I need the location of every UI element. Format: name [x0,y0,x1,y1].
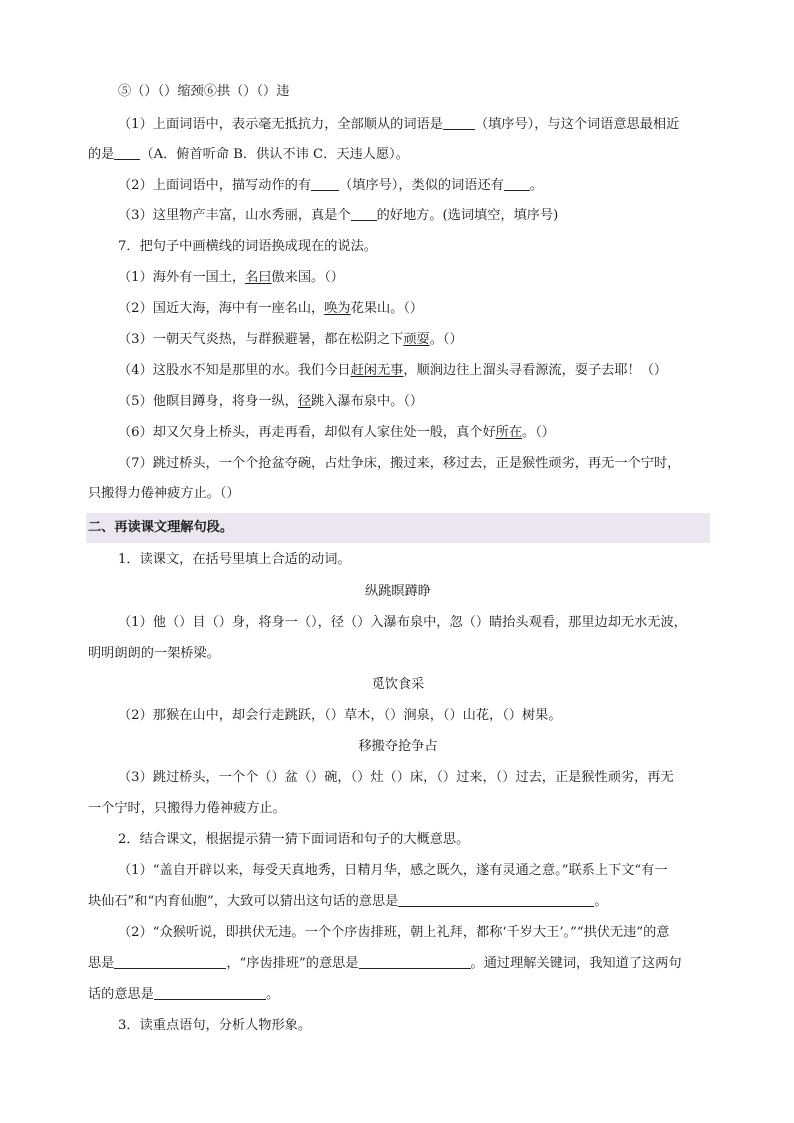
part-1-title: 1．读课文，在括号里填上合适的动词。 [118,552,351,567]
answer-blank[interactable] [154,985,266,1000]
part-2-q1: （1）“盖自开辟以来，每受天真地秀，日精月华，感之既久，遂有灵通之意。”联系上下文“有一 [118,863,668,878]
answer-blank[interactable] [443,115,475,130]
item-7-sentence-7: （7）跳过桥头，一个个抢盆夺碗，占灶争床，搬过来，移过去，正是猴性顽劣，再无一个宁时， [118,456,681,471]
part-1-sentence-2: （2）那猴在山中，却会行走跳跃，（）草木，（）涧泉，（）山花，（）树果。 [118,708,562,723]
answer-blank[interactable] [351,206,377,221]
answer-blank[interactable] [114,145,140,160]
answer-blank[interactable] [311,176,339,191]
word-bank-2: 觅饮食采 [371,677,425,692]
part-1-sentence-1: （1）他（）目（）身，将身一（），径（）入瀑布泉中，忽（）睛抬头观看，那里边却无水无波， [118,615,687,630]
section-title: 二、再读课文理解句段。 [88,520,234,535]
item-7-sentence-2: （2）国近大海，海中有一座名山，唤为花果山。（） [118,301,424,316]
section-header-bar [86,513,710,543]
item-7-title: 7．把句子中画横线的词语换成现在的说法。 [118,239,377,254]
word-bank-3: 移搬夺抢争占 [358,739,438,754]
part-1-sentence-3-cont: 一个宁时，只搬得力倦神疲方止。 [88,801,286,816]
answer-blank[interactable] [359,954,471,969]
part-2-title: 2．结合课文，根据提示猜一猜下面词语和句子的大概意思。 [118,832,470,847]
item-7-sentence-4: （4）这股水不知是那里的水。我们今日赶闲无事，顺涧边往上溜头寻看源流，耍子去耶！（） [118,363,668,378]
part-1-sentence-1-cont: 明明朗朗的一架桥梁。 [88,646,220,661]
item-7-sentence-7-cont: 只搬得力倦神疲方止。（） [88,486,240,501]
question-3-line: （3）这里物产丰富，山水秀丽，真是个 的好地方。(选词填空，填序号) [118,208,559,223]
part-2-q2-cont-2: 话的意思是 。 [88,987,280,1002]
item-7-sentence-1: （1）海外有一国土，名曰傲来国。（） [118,270,344,285]
part-2-q2-cont: 思是 ，“序齿排班”的意思是 。通过理解关键词，我知道了这两句 [88,956,682,971]
question-2-line: （2）上面词语中，描写动作的有 （填序号），类似的词语还有 。 [118,178,544,193]
question-1-line: （1）上面词语中，表示毫无抵抗力，全部顺从的词语是 （填序号），与这个词语意思最相近 [118,117,680,132]
item-7-sentence-5: （5）他瞑目蹲身，将身一纵，径跳入瀑布泉中。（） [118,394,424,409]
item-7-sentence-6: （6）却又欠身上桥头，再走再看，却似有人家住处一般，真个好所在。（） [118,425,555,440]
word-bank-1: 纵跳瞑蹲睁 [365,584,431,599]
answer-blank[interactable] [398,892,594,907]
part-3-title: 3．读重点语句，分析人物形象。 [118,1018,312,1033]
part-1-sentence-3: （3）跳过桥头，一个个（）盆（）碗，（）灶（）床，（）过来，（）过去，正是猴性顽劣，再无 [118,770,674,785]
item-7-sentence-3: （3）一朝天气炎热，与群猴避暑，都在松阴之下顽耍。（） [118,332,463,347]
answer-blank[interactable] [504,176,530,191]
question-1-line-2: 的是 （A．俯首听命 B．供认不讳 C．天违人愿）。 [88,147,409,162]
part-2-q2: （2）“众猴听说，即拱伏无违。一个个序齿排班，朝上礼拜，都称‘千岁大王’。”“拱伏无违”的意 [118,925,670,940]
answer-blank[interactable] [114,954,226,969]
part-2-q1-cont: 块仙石”和“内育仙胞”，大致可以猜出这句话的意思是 。 [88,894,608,909]
word-list-line: ⑤（）（）缩颈⑥拱（）（）违 [118,84,290,99]
